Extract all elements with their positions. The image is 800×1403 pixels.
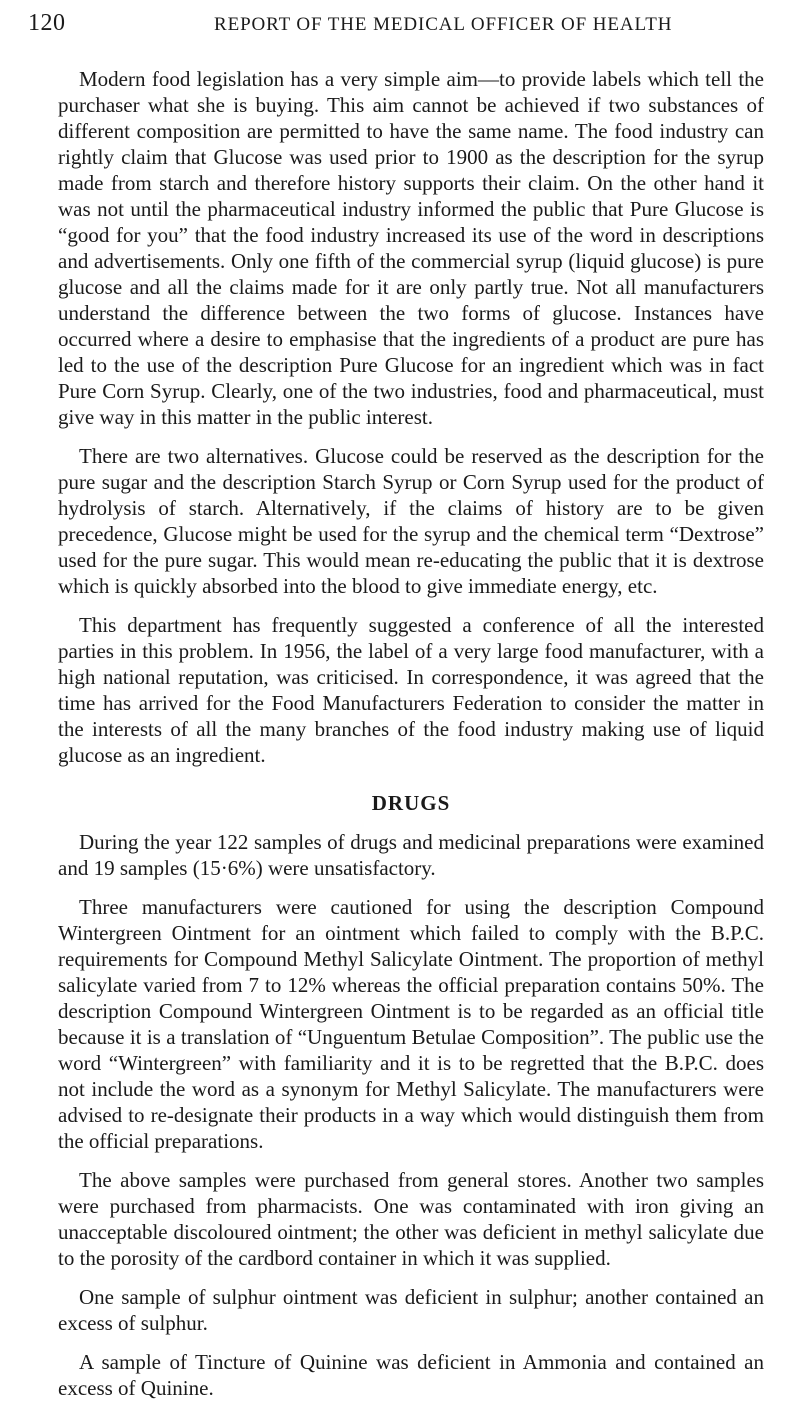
paragraph-wintergreen: Three manufacturers were cautioned for using the description Compound Wintergreen Ointment for an ointment which failed to comply with the B.P.C. requirements for Compound Methyl Salicylate Ointment. The proportion of methyl salicylate varied from 7 to 12% whereas the official preparation contains 50%. The description Compound Wintergreen Ointment is to be regarded as an official title because it is a translation of “Unguentum Betulae Composition”. The public use the word “Wintergreen” with familiarity and it is to be regretted that the B.P.C. does not include the word as a synonym for Methyl Salicylate. The manufacturers were advised to re-designate their products in a way which would distinguish them from the official preparations. xyxy=(58,895,764,1153)
paragraph-sulphur-ointment: One sample of sulphur ointment was deficient in sulphur; another contained an excess of sulphur. xyxy=(58,1285,764,1335)
paragraph-pharmacist-samples: The above samples were purchased from general stores. Another two samples were purchased from pharmacists. One was contaminated with iron giving an unacceptable discoloured ointment; the other was deficient in methyl salicylate due to the porosity of the cardbord container in which it was supplied. xyxy=(58,1168,764,1270)
paragraph-conference: This department has frequently suggested a conference of all the interested parties in this problem. In 1956, the label of a very large food manufacturer, with a high national reputation, was criticised. In correspondence, it was agreed that the time has arrived for the Food Manufacturers Federation to consider the matter in the interests of all the many branches of the food industry making use of liquid glucose as an ingredient. xyxy=(58,613,764,767)
paragraph-food-legislation: Modern food legislation has a very simple aim—to provide labels which tell the purchaser what she is buying. This aim cannot be achieved if two substances of different composition are permitted to have the same name. The food industry can rightly claim that Glucose was used prior to 1900 as the description for the syrup made from starch and therefore history supports their claim. On the other hand it was not until the pharmaceutical industry informed the public that Pure Glucose is “good for you” that the food industry increased its use of the word in descriptions and advertisements. Only one fifth of the commercial syrup (liquid glucose) is pure glucose and all the claims made for it are only partly true. Not all manufacturers understand the difference between the two forms of glucose. Instances have occurred where a desire to emphasise that the ingredients of a product are pure has led to the use of the description Pure Glucose for an ingredient which was in fact Pure Corn Syrup. Clearly, one of the two industries, food and pharmaceutical, must give way in this matter in the public interest. xyxy=(58,67,764,429)
paragraph-alternatives: There are two alternatives. Glucose could be reserved as the description for the pure sugar and the description Starch Syrup or Corn Syrup used for the product of hydrolysis of starch. Alternatively, if the claims of history are to be given precedence, Glucose might be used for the syrup and the chemical term “Dextrose” used for the pure sugar. This would mean re-educating the public that it is dextrose which is quickly absorbed into the blood to give immediate energy, etc. xyxy=(58,444,764,598)
section-heading-drugs: DRUGS xyxy=(371,791,451,815)
running-header xyxy=(28,10,768,40)
body-text xyxy=(58,66,764,1401)
paragraph-tincture-quinine: A sample of Tincture of Quinine was deficient in Ammonia and contained an excess of Quinine. xyxy=(58,1350,764,1400)
running-title: REPORT OF THE MEDICAL OFFICER OF HEALTH xyxy=(214,14,673,35)
paragraph-drug-samples: During the year 122 samples of drugs and medicinal preparations were examined and 19 samples (15·6%) were unsatisfactory. xyxy=(58,830,764,880)
page-number: 120 xyxy=(28,10,66,36)
